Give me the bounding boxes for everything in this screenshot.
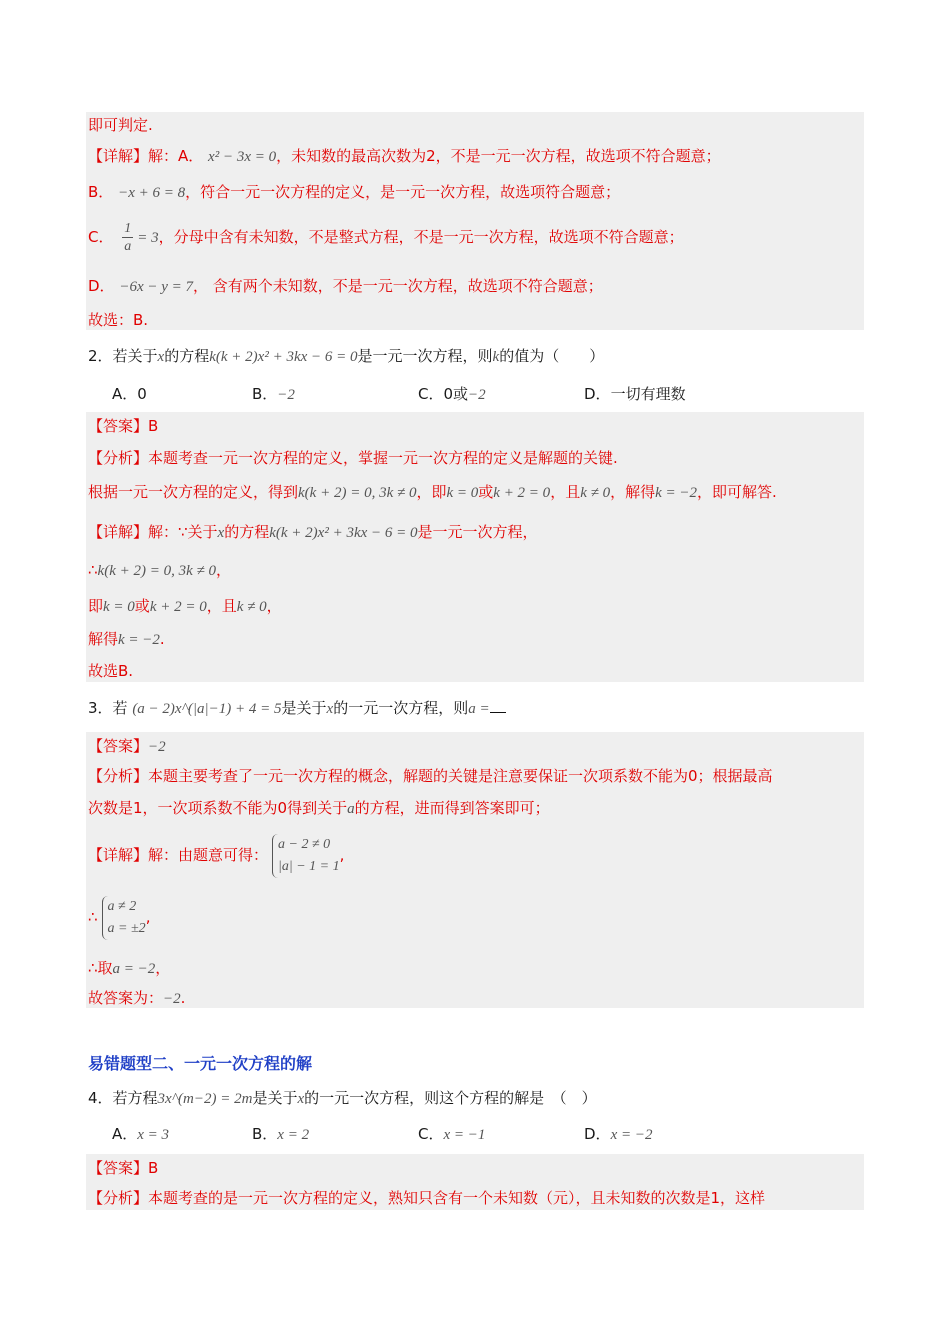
question-4-stem: 4．若方程3x^(m−2) = 2m是关于x的一元一次方程，则这个方程的解是 （ ） (88, 1089, 597, 1107)
text-line: 故选B. (88, 662, 134, 680)
detail-line-a (88, 146, 721, 167)
label: C． (88, 228, 114, 246)
option-b: B．x = 2 (252, 1125, 310, 1143)
detail-line: 【详解】解：由题意可得： a − 2 ≠ 0 |a| − 1 = 1 , (88, 830, 344, 880)
equation: −6x − y = 7 (119, 279, 194, 295)
option-d: D．x = −2 (584, 1125, 653, 1143)
detail-line: 解得k = −2. (88, 630, 165, 648)
answer-line: 【答案】B (88, 1159, 159, 1177)
text: 即可判定. (88, 116, 153, 134)
equation-system: a ≠ 2 a = ±2 (102, 896, 146, 940)
equation: −x + 6 = 8 (118, 185, 186, 201)
detail-line-d (88, 276, 603, 297)
analysis-line: 【分析】本题考查一元一次方程的定义，掌握一元一次方程的定义是解题的关键. (88, 449, 618, 467)
detail-line: 【详解】解：∵关于x的方程k(k + 2)x² + 3kx − 6 = 0是一元一次方程， (88, 523, 538, 541)
detail-line: 故答案为：−2. (88, 989, 186, 1007)
text: ，符合一元一次方程的定义，是一元一次方程，故选项符合题意； (185, 183, 621, 201)
equation: (a − 2)x^(|a|−1) + 4 = 5 (132, 701, 282, 717)
detail-line-c (88, 218, 684, 257)
answer-line: 【答案】B (88, 417, 159, 435)
equation: x² − 3x = 0 (208, 149, 277, 165)
text: ， 含有两个未知数，不是一元一次方程，故选项不符合题意； (193, 277, 603, 295)
option-a: A．x = 3 (112, 1125, 170, 1143)
option-d: D．一切有理数 (584, 385, 686, 403)
equation: = 3 (137, 230, 159, 246)
answer-blank (490, 712, 506, 713)
equation: k(k + 2)x² + 3kx − 6 = 0 (209, 349, 358, 365)
label: D． (88, 277, 115, 295)
option-c: C．0或−2 (418, 385, 486, 403)
text-line (88, 115, 153, 135)
text: 故选：B. (88, 311, 149, 329)
option-c: C．x = −1 (418, 1125, 486, 1143)
section-title: 易错题型二、一元一次方程的解 (88, 1054, 313, 1073)
option-b: B．−2 (252, 385, 295, 403)
question-3-stem: 3．若 (a − 2)x^(|a|−1) + 4 = 5是关于x的一元一次方程，则a = (88, 698, 506, 719)
analysis-line: 【分析】本题主要考查了一元一次方程的概念，解题的关键是注意要保证一次项系数不能为0；根据最高 (88, 767, 773, 785)
text-line (88, 310, 148, 330)
detail-line: ∴取a = −2， (88, 959, 171, 977)
equation: 3x^(m−2) = 2m (157, 1091, 253, 1107)
detail-line-b (88, 182, 620, 203)
equation-system: a − 2 ≠ 0 |a| − 1 = 1 (272, 834, 340, 878)
analysis-line: 【分析】本题考查的是一元一次方程的定义，熟知只含有一个未知数（元），且未知数的次数是1，这样 (88, 1189, 766, 1207)
question-2-stem: 2．若关于x的方程k(k + 2)x² + 3kx − 6 = 0是一元一次方程，则k的值为（ ） (88, 347, 605, 365)
detail-line: ∴ a ≠ 2 a = ±2 , (88, 892, 150, 942)
detail-line: ∴k(k + 2) = 0, 3k ≠ 0， (88, 561, 232, 579)
text: ，未知数的最高次数为2，不是一元一次方程，故选项不符合题意； (276, 147, 721, 165)
label: 【详解】解：A． (88, 147, 204, 165)
text: ，分母中含有未知数，不是整式方程，不是一元一次方程，故选项不符合题意； (158, 228, 684, 246)
detail-line: 即k = 0或k + 2 = 0，且k ≠ 0， (88, 597, 282, 615)
label: B． (88, 183, 114, 201)
analysis-line-2: 次数是1，一次项系数不能为0得到关于a的方程，进而得到答案即可； (88, 799, 550, 817)
fraction: $\frac{1}{a}$ (124, 221, 132, 254)
answer-line: 【答案】−2 (88, 737, 166, 755)
analysis-line-2: 根据一元一次方程的定义，得到k(k + 2) = 0, 3k ≠ 0，即k = 0或k + 2 = 0，且k ≠ 0，解得k = −2，即可解答. (88, 483, 777, 501)
option-a: A．0 (112, 385, 147, 403)
